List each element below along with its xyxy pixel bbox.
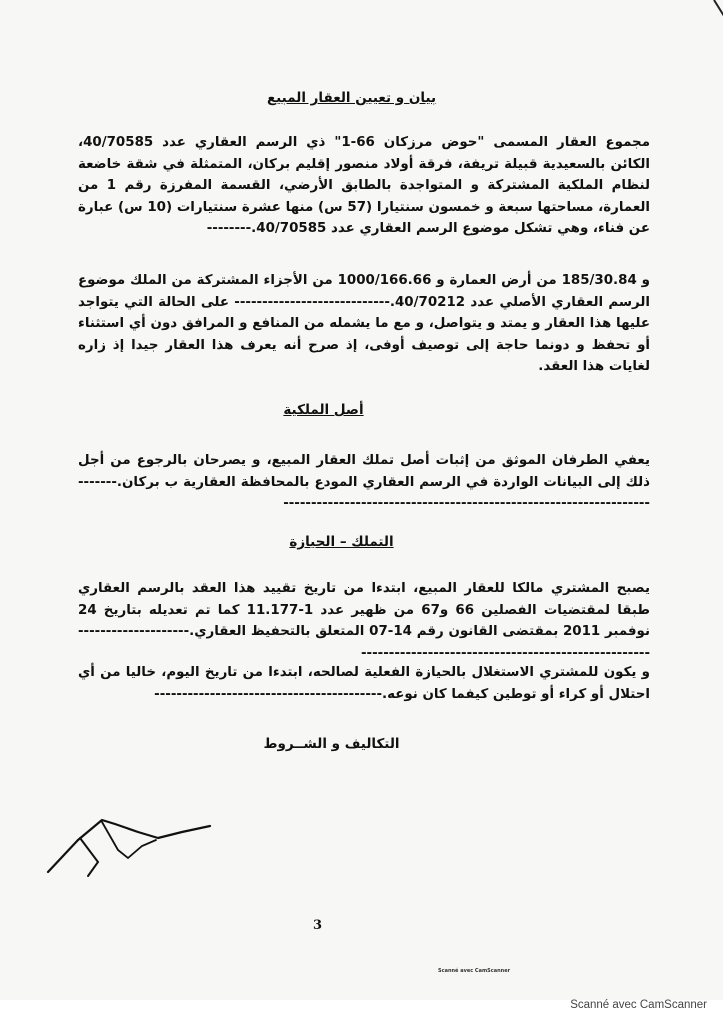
scanner-stamp: Scanné avec CamScanner: [438, 968, 511, 974]
page-number: 3: [313, 918, 323, 933]
scanner-footer: Scanné avec CamScanner: [570, 999, 707, 1011]
heading-origin: أصل الملكية: [283, 402, 364, 418]
heading-possession: التملك – الحيازة: [289, 534, 394, 550]
heading-property: بيان و تعيين العقار المبيع: [266, 90, 437, 106]
paragraph-origin: [78, 450, 650, 515]
heading-charges: التكاليف و الشــروط: [263, 736, 400, 752]
signature: [40, 810, 240, 900]
paragraph-text: و 185/30.84 من أرض العمارة و 1000/166.66 من الأجزاء المشتركة من الملك موضوع الرسم العقاري الأصلي عدد 40/70212.---------------------------- على الحالة التي يتواجد عليها هذا العقار و يمتد و يتواصل، و مع ما يشمله من المنافع و المرافق دون أي استثناء أو تحفظ و دونما حاجة إلى توصيف أوفى، إذ صرح أنه يعرف هذا العقار جيدا إذ زاره لغايات هذا العقد.: [78, 273, 650, 374]
paragraph-text: يصبح المشتري مالكا للعقار المبيع، ابتدءا من تاريخ تقييد هذا العقد بالرسم العقاري طبقا لمقتضيات الفصلين 66 و67 من ظهير عدد 1-11.177 كما تم تعديله بتاريخ 24 نوفمبر 2011 بمقتضى القانون رقم 14-07 المتعلق بالتحفيظ العقاري.------------------------------------------------------------------------: [78, 581, 650, 661]
paragraph-possession: [78, 662, 650, 705]
page-edge-mark: [713, 0, 723, 60]
paragraph-ownership: [78, 578, 650, 664]
paragraph-property-description: [78, 132, 650, 240]
paragraph-shares: [78, 270, 650, 378]
paragraph-text: مجموع العقار المسمى "حوض مرزكان 66-1" ذي الرسم العقاري عدد 40/70585، الكائن بالسعيدية قبيلة تريفة، فرقة أولاد منصور إقليم بركان، المتمثلة في شقة خاضعة لنظام الملكية المشتركة و المتواجدة بالطابق الأرضي، القسمة المفرزة رقم 1 من العمارة، مساحتها سبعة و خمسون سنتيارا (57 س) منها عشرة سنتيارات (10 س) عبارة عن فناء، وهي تشكل موضوع الرسم العقاري عدد 40/70585.--------: [78, 135, 651, 236]
paragraph-text: و يكون للمشتري الاستغلال بالحيازة الفعلية لصالحه، ابتدءا من تاريخ اليوم، خاليا من أي احتلال أو كراء أو توطين كيفما كان نوعه.-----------------------------------------: [78, 665, 650, 702]
paragraph-text: يعفي الطرفان الموثق من إثبات أصل تملك العقار المبيع، و يصرحان بالرجوع من أجل ذلك إلى البيانات الواردة في الرسم العقاري المودع بالمحافظة العقارية ب بركان.-------------------------------------------------------------------------: [78, 453, 650, 511]
